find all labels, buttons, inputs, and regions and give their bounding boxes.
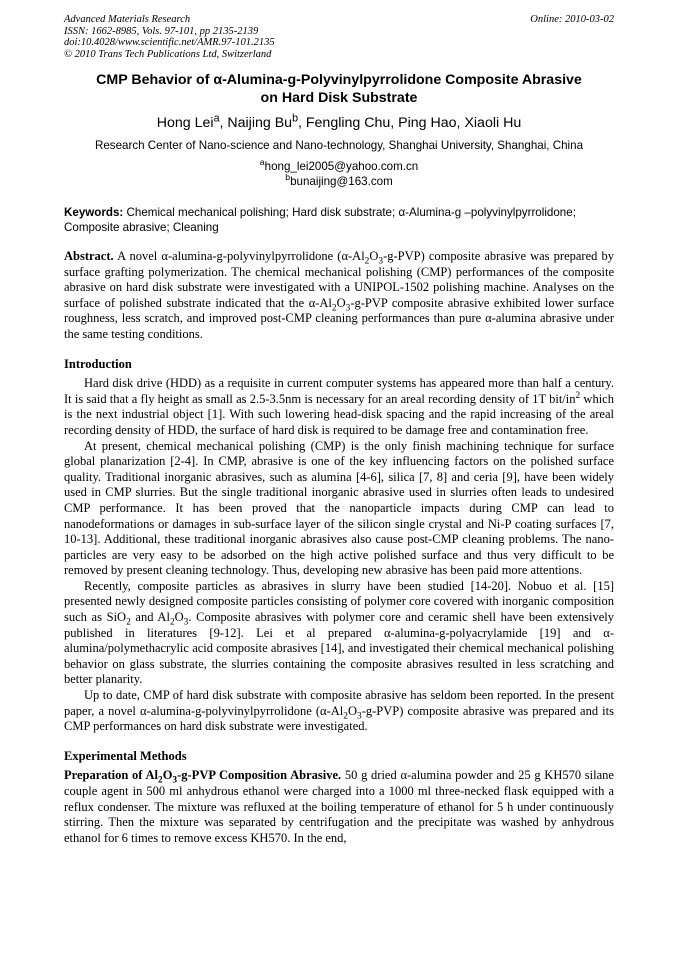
title-line-2: on Hard Disk Substrate (260, 90, 418, 106)
copyright-line: © 2010 Trans Tech Publications Ltd, Switzerland (64, 48, 272, 60)
keywords-label: Keywords: (64, 206, 124, 219)
paragraph: Hard disk drive (HDD) as a requisite in current computer systems has appeared more than half a century. It is said that a fly height as small as 2.5-3.5nm is necessary for an areal recording density of 1T bit/$in^2$ which is the next industrial object [1]. With such lowering head-disk spacing and the rapid increasing of the areal recording density of HDD, the surface of hard disk is required to be damage free and contamination free. (64, 376, 614, 437)
journal-name: Advanced Materials Research (64, 14, 191, 25)
author: Naijing Bu (227, 115, 293, 131)
email-a[interactable]: $^a$hong_lei2005@yahoo.com.cn (259, 157, 419, 173)
journal-header (64, 14, 614, 60)
introduction-heading: Introduction (64, 356, 132, 371)
email-b[interactable]: $^b$bunaijing@163.com (285, 172, 393, 188)
experimental-heading: Experimental Methods (64, 748, 187, 763)
keywords-text: Chemical mechanical polishing; Hard disk substrate; α-Alumina-g –polyvinylpyrrolidone; Composite abrasive; Cleaning (64, 206, 576, 234)
paragraph: Up to date, CMP of hard disk substrate with composite abrasive has seldom been reported. In the present paper, a novel α-alumina-g-polyvinylpyrrolidone $(\alpha-Al_2O_3-g-PVP)$ composite abrasive was prepared and its CMP performances on hard disk substrate were investigated. (64, 688, 614, 734)
email-block (64, 159, 614, 189)
paper-page (64, 14, 614, 846)
issn-line: ISSN: 1662-8985, Vols. 97-101, pp 2135-2139 (64, 25, 259, 37)
author-mark: b (292, 112, 298, 125)
paragraph: Recently, composite particles as abrasives in slurry have been studied [14-20]. Nobuo et al. [15] presented newly designed composite particles consisting of polymer core covered with inorganic composition such as SiO$_2$ and $Al_2O_3$. Composite abrasives with polymer core and ceramic shell have been extensively published in literatures [9-12]. Lei et al prepared α-alumina-g-polyacrylamide [19] and α-alumina/polymethacrylic acid composite abrasives [14], and investigated their chemical mechanical polishing behavior on glass substrate, the slurries containing the composite abrasives resulted in less scratching and better planarity. (64, 578, 615, 687)
keywords (64, 205, 614, 235)
author-list: Hong Lei$^a$, Naijing Bu$^b$, Fengling Chu, Ping Hao, Xiaoli Hu (156, 112, 522, 131)
title-line-1: CMP Behavior of α-Alumina-g-Polyvinylpyrrolidone Composite Abrasive (96, 72, 582, 88)
author: Hong Lei (156, 115, 214, 131)
affiliation: Research Center of Nano-science and Nano-technology, Shanghai University, Shanghai, China (94, 139, 584, 152)
online-date: Online: 2010-03-02 (530, 14, 614, 25)
doi-line: doi:10.4028/www.scientific.net/AMR.97-101.2135 (64, 37, 275, 48)
abstract: Abstract. A novel α-alumina-g-polyvinylpyrrolidone $(\alpha-Al_2O_3-g-PVP)$ composite abrasive was prepared by surface grafting polymerization. The chemical mechanical polishing (CMP) performances of the composite abrasive on hard disk substrate were investigated with a UNIPOL-1502 polishing machine. Analyses on the surface of polished substrate indicated that the $\alpha-Al_2O_3-g$-PVP composite abrasive exhibited lower surface roughness, less scratch, and improved post-CMP cleaning performances than pure α-alumina abrasive under the same testing conditions. (64, 249, 614, 341)
subsection-title: Preparation of $Al_2O_3-g$-PVP Composition Abrasive. (64, 768, 342, 786)
author: Ping Hao (398, 115, 457, 131)
author-mark: a (213, 112, 220, 125)
author: Fengling Chu (305, 115, 391, 131)
abstract-label: Abstract. (64, 249, 114, 263)
experimental-body: Preparation of $Al_2O_3-g$-PVP Composition Abrasive. 50 g dried α-alumina powder and 25 g KH570 silane couple agent in 500 ml anhydrous ethanol were charged into a 1000 ml three-necked flask equipped with a reflux condenser. The mixture was refluxed at the boiling temperature of ethanol for 5 h under continuously stirring. Then the mixture was separated by centrifugation and the precipitate was washed by anhydrous ethanol for 6 times to remove excess KH570. In the end, (64, 768, 614, 845)
paragraph: At present, chemical mechanical polishing (CMP) is the only finish machining technique for surface global planarization [2-4]. In CMP, abrasive is one of the key influencing factors on the polished surface quality. Traditional inorganic abrasives, such as alumina [4-6], silica [7, 8] and ceria [9], have been widely used in CMP slurries. But the single traditional inorganic abrasive used in slurries often leads to undesired CMP performance. It has been proved that the nanoparticle impacts during CMP can lead to nanodeformations or damages in sub-surface layer of the silicon single crystal and Ni-P coating surfaces [7, 10-13]. Additional, these traditional inorganic abrasives also cause post-CMP cleaning problems. The nano-particles are very easy to be adsorbed on the high active polished surface and thus very difficult to be removed by present cleaning technology. Thus, developing new abrasive has been paid more attentions. (64, 438, 614, 578)
introduction-body (64, 376, 614, 735)
paper-title (64, 71, 614, 107)
author: Xiaoli Hu (464, 115, 522, 131)
